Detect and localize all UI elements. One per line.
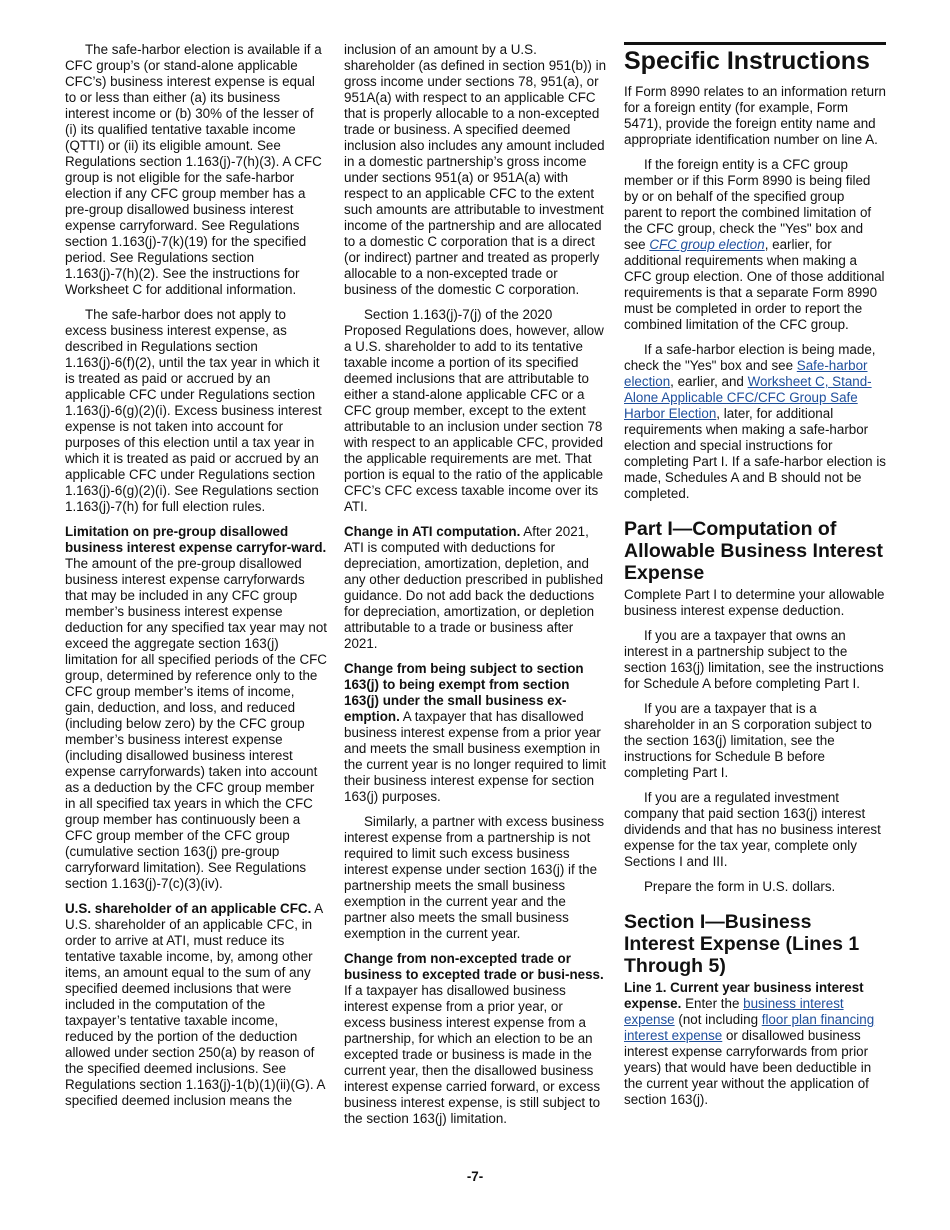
- small-business-paragraph: [344, 661, 608, 805]
- foreign-entity-paragraph: If Form 8990 relates to an information return for a foreign entity (for example, Form 5471), provide the foreign entity name and appropriate identification number on line A.: [624, 84, 886, 147]
- pre-group-limitation-text: The amount of the pre-group disallowed business interest expense carryforwards that may be included in any CFC group member’s business interest expense deduction for any specified tax year may not exceed the aggregate section 163(j) limitation for all specified periods of the CFC group, determined by reference only to the CFC group member’s items of income, gain, deduction, and loss, and reduced (including below zero) by the CFC group member’s business interest expense (including disallowed business interest expense carryforwards) taken into account as a deduction by the CFC group member in all specified tax years in which the CFC group member has continuously been a CFC group member of the CFC group (cumulative section 163(j) pre-group carryforward limitation). See Regulations section 1.163(j)-7(c)(3)(iv).: [65, 556, 328, 891]
- partnership-paragraph: If you are a taxpayer that owns an interest in a partnership subject to the section 163(j) limitation, see the instructions for Schedule A before completing Part I.: [624, 628, 884, 691]
- excepted-trade-text: If a taxpayer has disallowed business interest expense from a prior year, or excess business interest expense from a partnership, for which an election to be an excepted trade or business is made in the current year, then the disallowed business interest expense carried forward, or excess business interest expense, is still subject to the section 163(j) limitation.: [344, 983, 601, 1126]
- cfc-group-election-link[interactable]: CFC group election: [649, 237, 765, 252]
- us-dollars-paragraph: Prepare the form in U.S. dollars.: [644, 879, 836, 894]
- line-1-paragraph: [624, 980, 886, 1108]
- s-corporation-paragraph: If you are a taxpayer that is a shareholder in an S corporation subject to the section 163(j) limitation, see the instructions for Schedule B before completing Part I.: [624, 701, 872, 780]
- safe-harbor-election-link[interactable]: Safe-harbor election: [624, 358, 868, 389]
- worksheet-c-link[interactable]: Worksheet C, Stand-Alone Applicable CFC/CFC Group Safe Harbor Election: [624, 374, 872, 421]
- small-business-heading: Change from being subject to section 163(j) to being exempt from section 163(j) under the small business ex-emption.: [344, 661, 584, 724]
- part-1-heading: Part I—Computation of Allowable Business Interest Expense: [624, 518, 883, 584]
- specified-deemed-inclusion-paragraph: inclusion of an amount by a U.S. shareholder (as defined in section 951(b)) in gross income under sections 78, 951(a), or 951A(a) with respect to an applicable CFC that is properly allocable to a non-excepted trade or business. A specified deemed inclusion also includes any amount included in a domestic partnership’s gross income under sections 951(a) or 951A(a) with respect to an applicable CFC to the extent such amounts are attributable to investment income of the partnership and are allocated to a domestic C corporation that is a direct (or indirect) partner and treated as properly allocable to a non-excepted trade or business of the domestic C corporation.: [344, 42, 607, 297]
- pre-group-limitation-heading: Limitation on pre-group disallowed business interest expense carryfor-ward.: [65, 524, 327, 555]
- line-1-heading: Line 1. Current year business interest expense.: [624, 980, 864, 1011]
- cfc-group-text-a: If the foreign entity is a CFC group member or if this Form 8990 is being filed by or on behalf of the specified group parent to report the combined limitation of the CFC group, check the "Yes" box and see: [624, 157, 872, 252]
- cfc-group-text-b: , earlier, for additional requirements when making a CFC group election. One of those additional requirements is that a separate Form 8990 must be completed in order to report the combined limitation of the CFC group.: [624, 237, 885, 332]
- ric-paragraph: If you are a regulated investment company that paid section 163(j) interest dividends and that has no business interest expense for the tax year, complete only Sections I and III.: [624, 790, 881, 869]
- ati-computation-paragraph: [344, 524, 608, 652]
- cfc-group-paragraph: [624, 157, 886, 333]
- proposed-regulations-paragraph: Section 1.163(j)-7(j) of the 2020 Proposed Regulations does, however, allow a U.S. shareholder to add to its tentative taxable income a portion of its specified deemed inclusions that are attributable to either a stand-alone applicable CFC or a CFC group member, except to the extent attributable to an inclusion under section 78 with respect to an applicable CFC, provided the applicable requirements are met. That portion is equal to the ratio of the applicable CFC’s CFC excess taxable income over its ATI.: [344, 307, 604, 514]
- section-1-heading: Section I—Business Interest Expense (Lines 1 Through 5): [624, 911, 860, 977]
- excepted-trade-paragraph: [344, 951, 608, 1127]
- ati-computation-heading: Change in ATI computation.: [344, 524, 521, 539]
- column-middle: [344, 42, 608, 1136]
- safe-harbor-election-paragraph: [624, 342, 886, 502]
- column-left: [65, 42, 327, 1118]
- small-business-text: A taxpayer that has disallowed business interest expense from a prior year and meets the small business exemption in the current year is no longer required to limit their business interest expense for section 163(j) purposes.: [344, 709, 606, 804]
- us-shareholder-heading: U.S. shareholder of an applicable CFC.: [65, 901, 312, 916]
- safe-harbor-excess-paragraph: The safe-harbor does not apply to excess business interest expense, as described in Regulations section 1.163(j)-6(f)(2), until the tax year in which it is treated as paid or accrued by an applicable CFC under Regulations section 1.163(j)-6(g)(2)(i). Excess business interest expense is not taken into account for purposes of this election until a tax year in which it is treated as paid or accrued by an applicable CFC under Regulations section 1.163(j)-6(g)(2)(i). See Regulations section 1.163(j)-7(h) for full election rules.: [65, 307, 322, 514]
- page-number: -7-: [466, 1169, 484, 1184]
- safe-harbor-paragraph: The safe-harbor election is available if a CFC group’s (or stand-alone applicable CFC’s) business interest expense is equal to or less than either (a) its business interest income or (b) 30% of the lesser of (i) its qualified tentative taxable income (QTTI) or (ii) its eligible amount. See Regulations section 1.163(j)-7(h)(3). A CFC group is not eligible for the safe-harbor election if any CFC group member has a pre-group disallowed business interest expense carryforward. See Regulations section 1.163(j)-7(k)(19) for the specified period. See Regulations section 1.163(j)-7(h)(2). See the instructions for Worksheet C for additional information.: [65, 42, 322, 297]
- business-interest-expense-link[interactable]: business interest expense: [624, 996, 844, 1027]
- us-shareholder-text: A U.S. shareholder of an applicable CFC, in order to arrive at ATI, must reduce its tentative taxable income, by, among other items, an amount equal to the sum of any specified deemed inclusions that were included in the computation of the taxpayer’s tentative taxable income, reduced by the portion of the deduction allowed under section 250(a) by reason of the specified deemed inclusions. See Regulations section 1.163(j)-1(b)(1)(ii)(G). A specified deemed inclusion means the: [65, 901, 325, 1108]
- partner-excess-paragraph: Similarly, a partner with excess business interest expense from a partnership is not required to limit such excess business interest expense under section 163(j) if the partnership meets the small business exemption in the current year and the partner also meets the small business exemption in the current year.: [344, 814, 605, 941]
- line-1-text-a: Enter the: [685, 996, 744, 1011]
- safe-harbor-text-a: If a safe-harbor election is being made, check the "Yes" box and see: [624, 342, 876, 373]
- safe-harbor-text-c: , later, for additional requirements when making a safe-harbor election and special instructions for completing Part I. If a safe-harbor election is made, Schedules A and B should not be completed.: [624, 406, 886, 501]
- ati-computation-text: After 2021, ATI is computed with deductions for depreciation, amortization, depletion, and any other deduction prescribed in published guidance. Do not add back the deductions for depreciation, amortization, or depletion attributable to a trade or business after 2021.: [344, 524, 604, 651]
- section-rule: [624, 42, 886, 76]
- column-right: [624, 42, 886, 1117]
- excepted-trade-heading: Change from non-excepted trade or business to excepted trade or busi-ness.: [344, 951, 604, 982]
- line-1-text-c: or disallowed business interest expense carryforwards from prior years) that would have been deductible in the current year without the application of section 163(j).: [624, 1028, 872, 1107]
- part-1-intro: Complete Part I to determine your allowable business interest expense deduction.: [624, 587, 885, 618]
- safe-harbor-text-b: , earlier, and: [670, 374, 748, 389]
- line-1-text-b: (not including: [674, 1012, 762, 1027]
- us-shareholder-paragraph: [65, 901, 327, 1109]
- pre-group-limitation-paragraph: [65, 524, 327, 892]
- floor-plan-financing-link[interactable]: floor plan financing interest expense: [624, 1012, 875, 1043]
- specific-instructions-title: Specific Instructions: [624, 47, 870, 75]
